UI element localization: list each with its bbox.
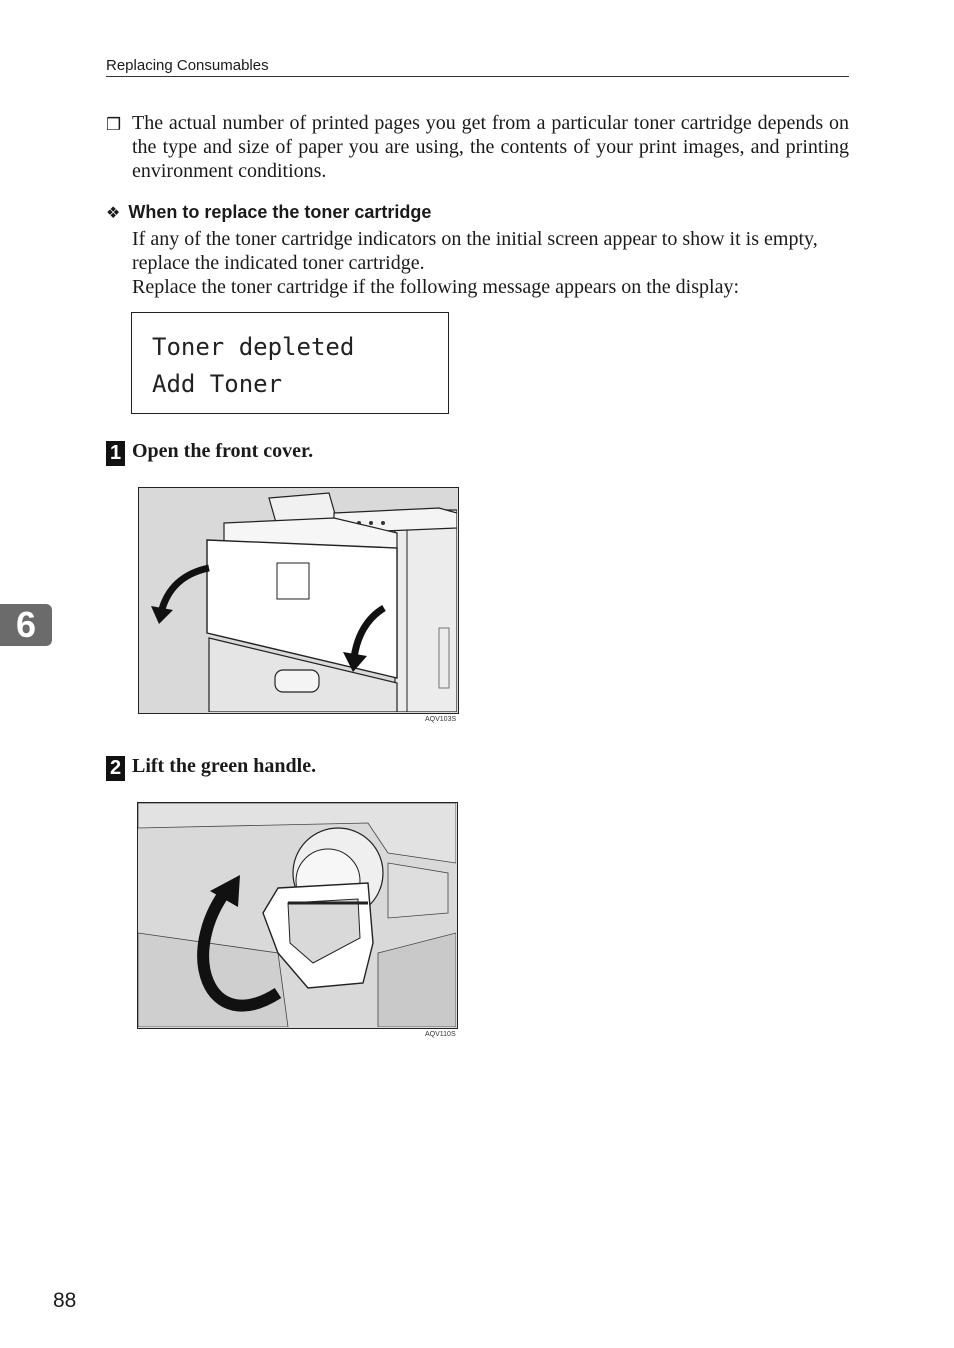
page-number: 88: [53, 1289, 77, 1312]
step-1: [106, 440, 313, 466]
step-number-badge: 2: [106, 756, 125, 781]
section-body: [132, 227, 849, 299]
display-line-2: Add Toner: [152, 370, 283, 398]
figure-lift-green-handle: [137, 802, 458, 1029]
figure-open-front-cover: [138, 487, 459, 714]
step-number-badge: 1: [106, 441, 125, 466]
figure-code: AQV110S: [425, 1031, 456, 1038]
note-text: The actual number of printed pages you get from a particular toner cartridge depends on the type and size of paper you are using, the contents of your print images, and printing environment conditions.: [132, 112, 849, 182]
section-paragraph-2: Replace the toner cartridge if the following message appears on the display:: [132, 276, 740, 298]
section-heading-text: When to replace the toner cartridge: [128, 202, 432, 222]
step-2-text: Lift the green handle.: [132, 755, 317, 777]
printer-front-cover-illustration: [139, 488, 457, 712]
section-paragraph-1: If any of the toner cartridge indicators on the initial screen appear to show it is empty, replace the indicated toner cartridge.: [132, 228, 818, 274]
toner-handle-illustration: [138, 803, 456, 1027]
step-1-text: Open the front cover.: [132, 440, 314, 462]
step-2: [106, 755, 316, 781]
note-item: [106, 111, 849, 183]
checkbox-bullet-icon: ❒: [106, 115, 122, 135]
running-header: Replacing Consumables: [106, 57, 849, 77]
display-panel: [131, 312, 449, 414]
display-line-1: Toner depleted: [152, 333, 355, 361]
four-diamond-bullet-icon: ❖: [106, 203, 121, 222]
section-heading: [106, 202, 431, 223]
figure-code: AQV103S: [425, 716, 457, 723]
chapter-tab: 6: [0, 604, 52, 646]
